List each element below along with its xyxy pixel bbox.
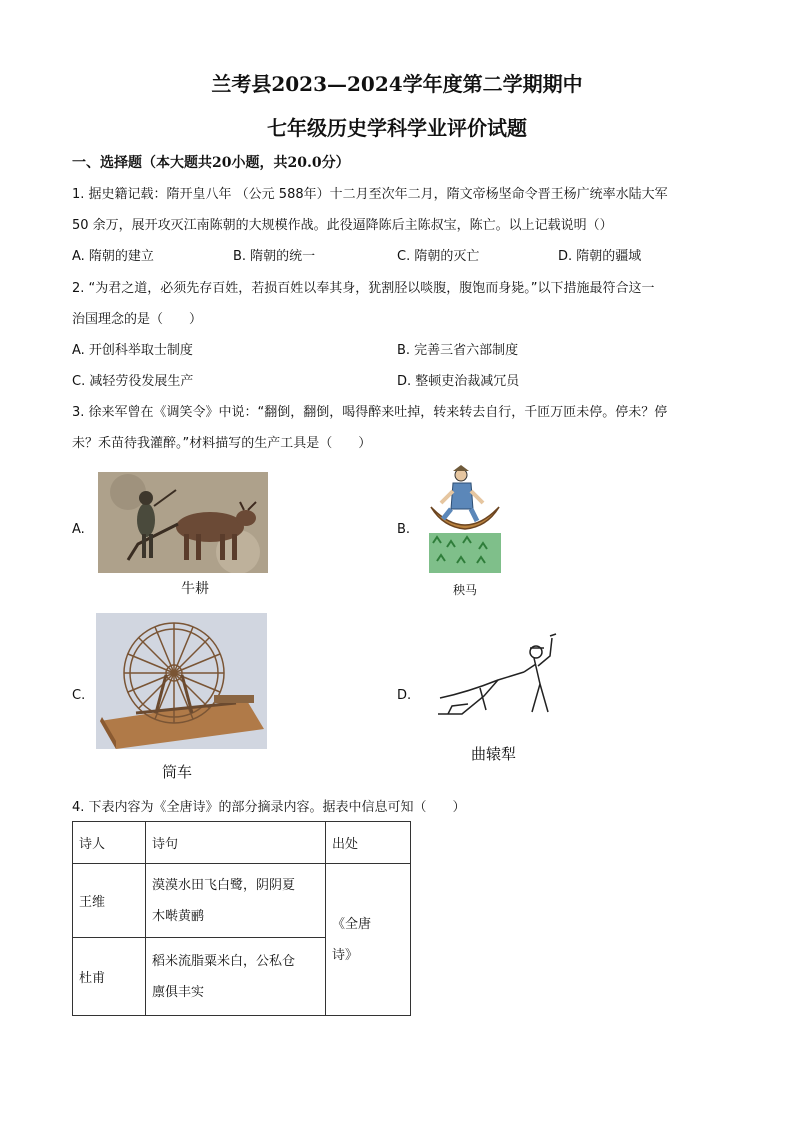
q1-text-line2: 50 余万，展开攻灭江南陈朝的大规模作战。此役逼降陈后主陈叔宝，陈亡。以上记载说明（）: [72, 218, 613, 233]
header-poet: 诗人: [73, 822, 146, 864]
q3-caption-d: 曲辕犁: [471, 745, 517, 763]
q1-option-a: A. 隋朝的建立: [72, 249, 154, 264]
verse-cell: [146, 864, 326, 938]
exam-title-line1: 兰考县2023—2024学年度第二学期期中: [211, 72, 583, 96]
source-cell: [326, 864, 411, 1016]
q1-option-d: D. 隋朝的疆域: [558, 249, 642, 264]
verse-line: 廪俱丰实: [152, 984, 205, 1000]
source-line: 诗》: [332, 947, 359, 963]
curved-plow-image: [428, 632, 570, 726]
q2-text-line2: 治国理念的是（ ）: [72, 312, 203, 327]
verse-cell: [146, 938, 326, 1016]
q4-text-line1: 4. 下表内容为《全唐诗》的部分摘录内容。据表中信息可知（ ）: [72, 800, 466, 815]
q2-text-line1: 2. “为君之道，必须先存百姓，若损百姓以奉其身，犹割胫以啖腹，腹饱而身毙。”以下措施最符合这一: [72, 281, 655, 296]
q3-caption-a: 牛耕: [181, 581, 209, 597]
verse-line: 漠漠水田飞白鹭，阴阴夏: [152, 877, 296, 893]
q3-caption-c: 筒车: [162, 763, 193, 781]
exam-title-line2: 七年级历史学科学业评价试题: [267, 116, 527, 140]
q3-option-a-letter: A.: [72, 522, 85, 537]
water-wheel-image: [96, 613, 267, 749]
q3-text-line2: 未？禾苗待我灌醉。”材料描写的生产工具是（ ）: [72, 436, 372, 451]
q2-option-a: A. 开创科举取士制度: [72, 343, 193, 358]
q1-option-b: B. 隋朝的统一: [233, 249, 316, 264]
poet-cell: 杜甫: [73, 938, 146, 1016]
ox-plowing-image: [98, 472, 268, 573]
q2-option-c: C. 减轻劳役发展生产: [72, 374, 194, 389]
yangma-image: [427, 463, 503, 575]
q3-option-c-letter: C.: [72, 688, 86, 703]
poet-cell: 王维: [73, 864, 146, 938]
source-line: 《全唐: [332, 916, 372, 932]
q3-caption-b: 秧马: [453, 583, 478, 597]
poem-table: [72, 821, 411, 1016]
q2-option-d: D. 整顿吏治裁减冗员: [397, 374, 520, 389]
verse-line: 木啭黄鹂: [152, 908, 205, 924]
header-verse: 诗句: [146, 822, 326, 864]
section-heading: 一、选择题（本大题共20小题，共20.0分）: [72, 155, 350, 171]
header-source: 出处: [326, 822, 411, 864]
q2-option-b: B. 完善三省六部制度: [397, 343, 519, 358]
table-header-row: [73, 822, 411, 864]
q1-option-c: C. 隋朝的灭亡: [397, 249, 480, 264]
table-row: [73, 864, 411, 938]
verse-line: 稻米流脂粟米白，公私仓: [152, 953, 296, 969]
q3-option-d-letter: D.: [397, 688, 412, 703]
q1-text-line1: 1. 据史籍记载：隋开皇八年 （公元 588年）十二月至次年二月，隋文帝杨坚命令晋王杨广统率水陆大军: [72, 187, 668, 202]
q3-option-b-letter: B.: [397, 522, 411, 537]
q3-text-line1: 3. 徐来军曾在《调笑令》中说：“翻倒，翻倒，喝得醉来吐掉，转来转去自行，千匝万匝未停。停未？停: [72, 405, 668, 420]
